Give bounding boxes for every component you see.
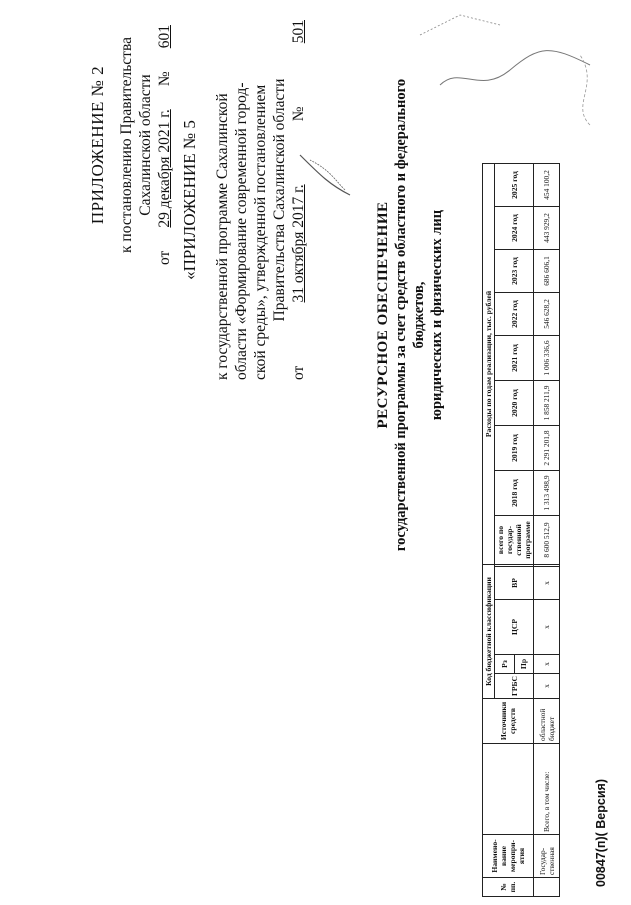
row-csr: х <box>534 600 560 655</box>
col-vr-header: ВР <box>495 567 534 600</box>
row-val-2022: 546 628,2 <box>534 293 560 336</box>
row-rzpr: х <box>534 655 560 674</box>
row-vr: х <box>534 567 560 600</box>
appendix-2-number: 601 <box>156 25 173 49</box>
col-budget-code-header: Код бюджетной классификации <box>483 565 495 699</box>
col-year-2018: 2018 год <box>495 471 534 516</box>
row-val-2025: 454 100,2 <box>534 164 560 207</box>
col-csr-header: ЦСР <box>495 600 534 655</box>
appendix-5-title: «ПРИЛОЖЕНИЕ № 5 <box>180 120 199 280</box>
appendix-2-block <box>88 25 174 265</box>
col-source-header: Источники средств <box>483 699 534 744</box>
appendix-5-number: 501 <box>290 20 307 44</box>
appendix-5-date: 31 октября 2017 г. <box>290 184 307 303</box>
col-rz-header: Рз <box>495 655 515 674</box>
col-total-header: всего по государ-ственной программе <box>495 516 534 565</box>
row-total: 8 600 512,9 <box>534 516 560 565</box>
col-year-2024: 2024 год <box>495 207 534 250</box>
row-val-2020: 1 858 211,9 <box>534 381 560 426</box>
row-val-2019: 2 291 201,8 <box>534 426 560 471</box>
table-header-row-1 <box>483 164 495 897</box>
row-grbs: х <box>534 674 560 699</box>
appendix-2-title: ПРИЛОЖЕНИЕ № 2 <box>88 65 107 225</box>
document-heading <box>375 45 446 585</box>
col-year-2022: 2022 год <box>495 293 534 336</box>
appendix-5-from: от <box>290 365 307 380</box>
col-year-2023: 2023 год <box>495 250 534 293</box>
table-row <box>534 164 560 897</box>
appendix-2-line1: к постановлению Правительства <box>118 37 135 253</box>
appendix-5-line2: области «Формирование современной город- <box>233 82 250 380</box>
col-grbs-header: ГРБС <box>495 674 534 699</box>
appendix-2-number-sign: № <box>156 71 173 87</box>
appendix-2-from: от <box>156 250 173 265</box>
appendix-5-line4: Правительства Сахалинской области <box>271 78 288 322</box>
resource-table <box>482 163 560 897</box>
row-name: Государ-ственная <box>534 835 560 878</box>
row-val-2018: 1 313 498,9 <box>534 471 560 516</box>
col-pr-header: Пр <box>514 655 534 674</box>
heading-subtitle-1: государственной программы за счет средств областного и федерального бюджетов, <box>393 78 427 552</box>
heading-subtitle-2: юридических и физических лиц <box>429 209 445 421</box>
row-num <box>534 878 560 897</box>
col-year-2025: 2025 год <box>495 164 534 207</box>
col-num-header: № пп. <box>483 878 534 897</box>
col-blank-header <box>483 744 534 835</box>
row-val-2024: 443 929,2 <box>534 207 560 250</box>
appendix-2-line2: Сахалинской области <box>137 74 154 216</box>
appendix-5-date-line <box>289 20 308 380</box>
appendix-2-date: 29 декабря 2021 г. <box>156 109 173 228</box>
appendix-2-date-line <box>155 25 174 265</box>
row-source: областной бюджет <box>534 699 560 744</box>
appendix-5-number-sign: № <box>290 106 307 122</box>
col-expenses-header: Расходы по годам реализации, тыс. рублей <box>483 164 495 565</box>
row-val-2023: 686 606,1 <box>534 250 560 293</box>
col-year-2019: 2019 год <box>495 426 534 471</box>
document-footer-id: 00847(п)( Версия) <box>594 779 608 887</box>
appendix-5-line3: ской среды», утвержденной постановлением <box>252 84 269 380</box>
heading-title: РЕСУРСНОЕ ОБЕСПЕЧЕНИЕ <box>375 201 391 429</box>
col-name-header: Наимено-вание меропри-ятия <box>483 835 534 878</box>
appendix-5-line1: к государственной программе Сахалинской <box>214 93 231 380</box>
row-val-2021: 1 006 336,6 <box>534 336 560 381</box>
col-year-2021: 2021 год <box>495 336 534 381</box>
col-year-2020: 2020 год <box>495 381 534 426</box>
appendix-5-block <box>180 20 308 380</box>
row-total-label: Всего, в том числе: <box>534 744 560 835</box>
